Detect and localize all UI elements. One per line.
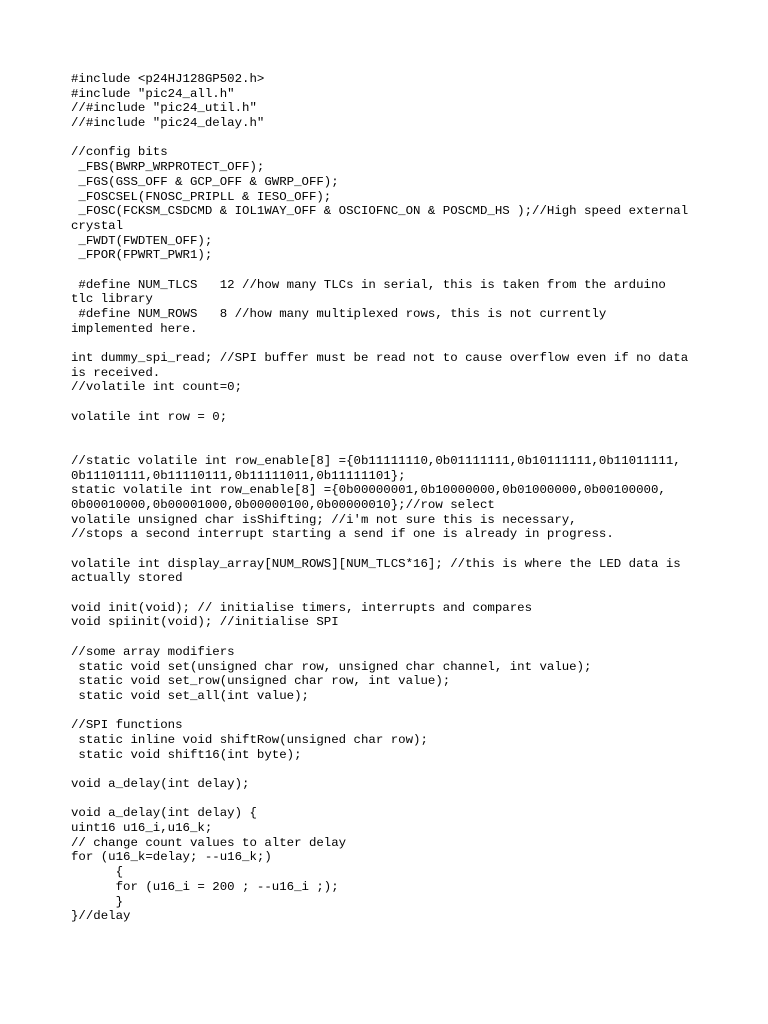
code-line: 0b00010000,0b00001000,0b00000100,0b00000010};//row select <box>71 497 495 512</box>
code-line: volatile unsigned char isShifting; //i'm not sure this is necessary, <box>71 512 577 527</box>
code-line: //#include "pic24_delay.h" <box>71 116 265 131</box>
code-line: static void shift16(int byte); <box>71 747 302 762</box>
code-line <box>71 425 701 440</box>
code-line: _FGS(GSS_OFF & GCP_OFF & GWRP_OFF); <box>71 174 339 189</box>
code-line <box>71 586 701 601</box>
code-line: is received. <box>71 365 161 380</box>
code-line: static void set_all(int value); <box>71 688 309 703</box>
code-line: #include <p24HJ128GP502.h> <box>71 72 265 86</box>
code-line: static inline void shiftRow(unsigned char row); <box>71 732 428 747</box>
code-line <box>71 792 701 807</box>
code-line: //static volatile int row_enable[8] ={0b11111110,0b01111111,0b10111111,0b11011111, <box>71 453 681 468</box>
code-line: #include "pic24_all.h" <box>71 86 235 101</box>
code-line: //some array modifiers <box>71 644 235 659</box>
code-line: _FOSCSEL(FNOSC_PRIPLL & IESO_OFF); <box>71 189 332 204</box>
code-line <box>71 542 701 557</box>
code-line <box>71 630 701 645</box>
code-line: _FBS(BWRP_WRPROTECT_OFF); <box>71 160 265 175</box>
code-line: static volatile int row_enable[8] ={0b00000001,0b10000000,0b01000000,0b00100000, <box>71 483 666 498</box>
code-line <box>71 762 701 777</box>
code-line: //volatile int count=0; <box>71 380 243 395</box>
code-line: int dummy_spi_read; //SPI buffer must be read not to cause overflow even if no data <box>71 351 689 366</box>
code-line: volatile int row = 0; <box>71 409 228 424</box>
code-line: //stops a second interrupt starting a send if one is already in progress. <box>71 527 614 542</box>
code-line: for (u16_k=delay; --u16_k;) <box>71 850 272 865</box>
code-line: volatile int display_array[NUM_ROWS][NUM_TLCS*16]; //this is where the LED data is <box>71 556 681 571</box>
code-line: void init(void); // initialise timers, interrupts and compares <box>71 600 533 615</box>
code-line: for (u16_i = 200 ; --u16_i ;); <box>71 879 339 894</box>
code-line: void a_delay(int delay); <box>71 777 250 791</box>
code-line <box>71 439 701 454</box>
code-line: _FPOR(FPWRT_PWR1); <box>71 248 213 263</box>
code-line: _FWDT(FWDTEN_OFF); <box>71 233 213 248</box>
code-listing <box>71 72 701 924</box>
code-line: 0b11101111,0b11110111,0b11111011,0b11111101}; <box>71 468 406 483</box>
code-line: }//delay <box>71 909 131 924</box>
code-line: } <box>71 894 124 909</box>
code-line: #define NUM_ROWS 8 //how many multiplexed rows, this is not currently <box>71 307 607 321</box>
code-line: void spiinit(void); //initialise SPI <box>71 615 339 630</box>
code-line: implemented here. <box>71 321 198 336</box>
code-line: { <box>71 865 124 880</box>
code-line: //config bits <box>71 145 168 160</box>
code-line <box>71 395 701 410</box>
code-line <box>71 263 701 278</box>
code-line <box>71 131 701 146</box>
code-line: #define NUM_TLCS 12 //how many TLCs in serial, this is taken from the arduino <box>71 277 666 292</box>
code-line: static void set_row(unsigned char row, int value); <box>71 674 451 689</box>
code-line <box>71 336 701 351</box>
code-line: uint16 u16_i,u16_k; <box>71 821 213 836</box>
code-line: tlc library <box>71 292 153 307</box>
code-line: void a_delay(int delay) { <box>71 806 257 821</box>
code-line: _FOSC(FCKSM_CSDCMD & IOL1WAY_OFF & OSCIOFNC_ON & POSCMD_HS );//High speed external <box>71 204 689 219</box>
code-line: // change count values to alter delay <box>71 835 347 850</box>
code-line: static void set(unsigned char row, unsigned char channel, int value); <box>71 659 592 674</box>
code-line: actually stored <box>71 571 183 586</box>
code-line: //#include "pic24_util.h" <box>71 101 257 116</box>
code-line <box>71 704 701 719</box>
code-line: //SPI functions <box>71 718 183 733</box>
code-line: crystal <box>71 218 124 233</box>
